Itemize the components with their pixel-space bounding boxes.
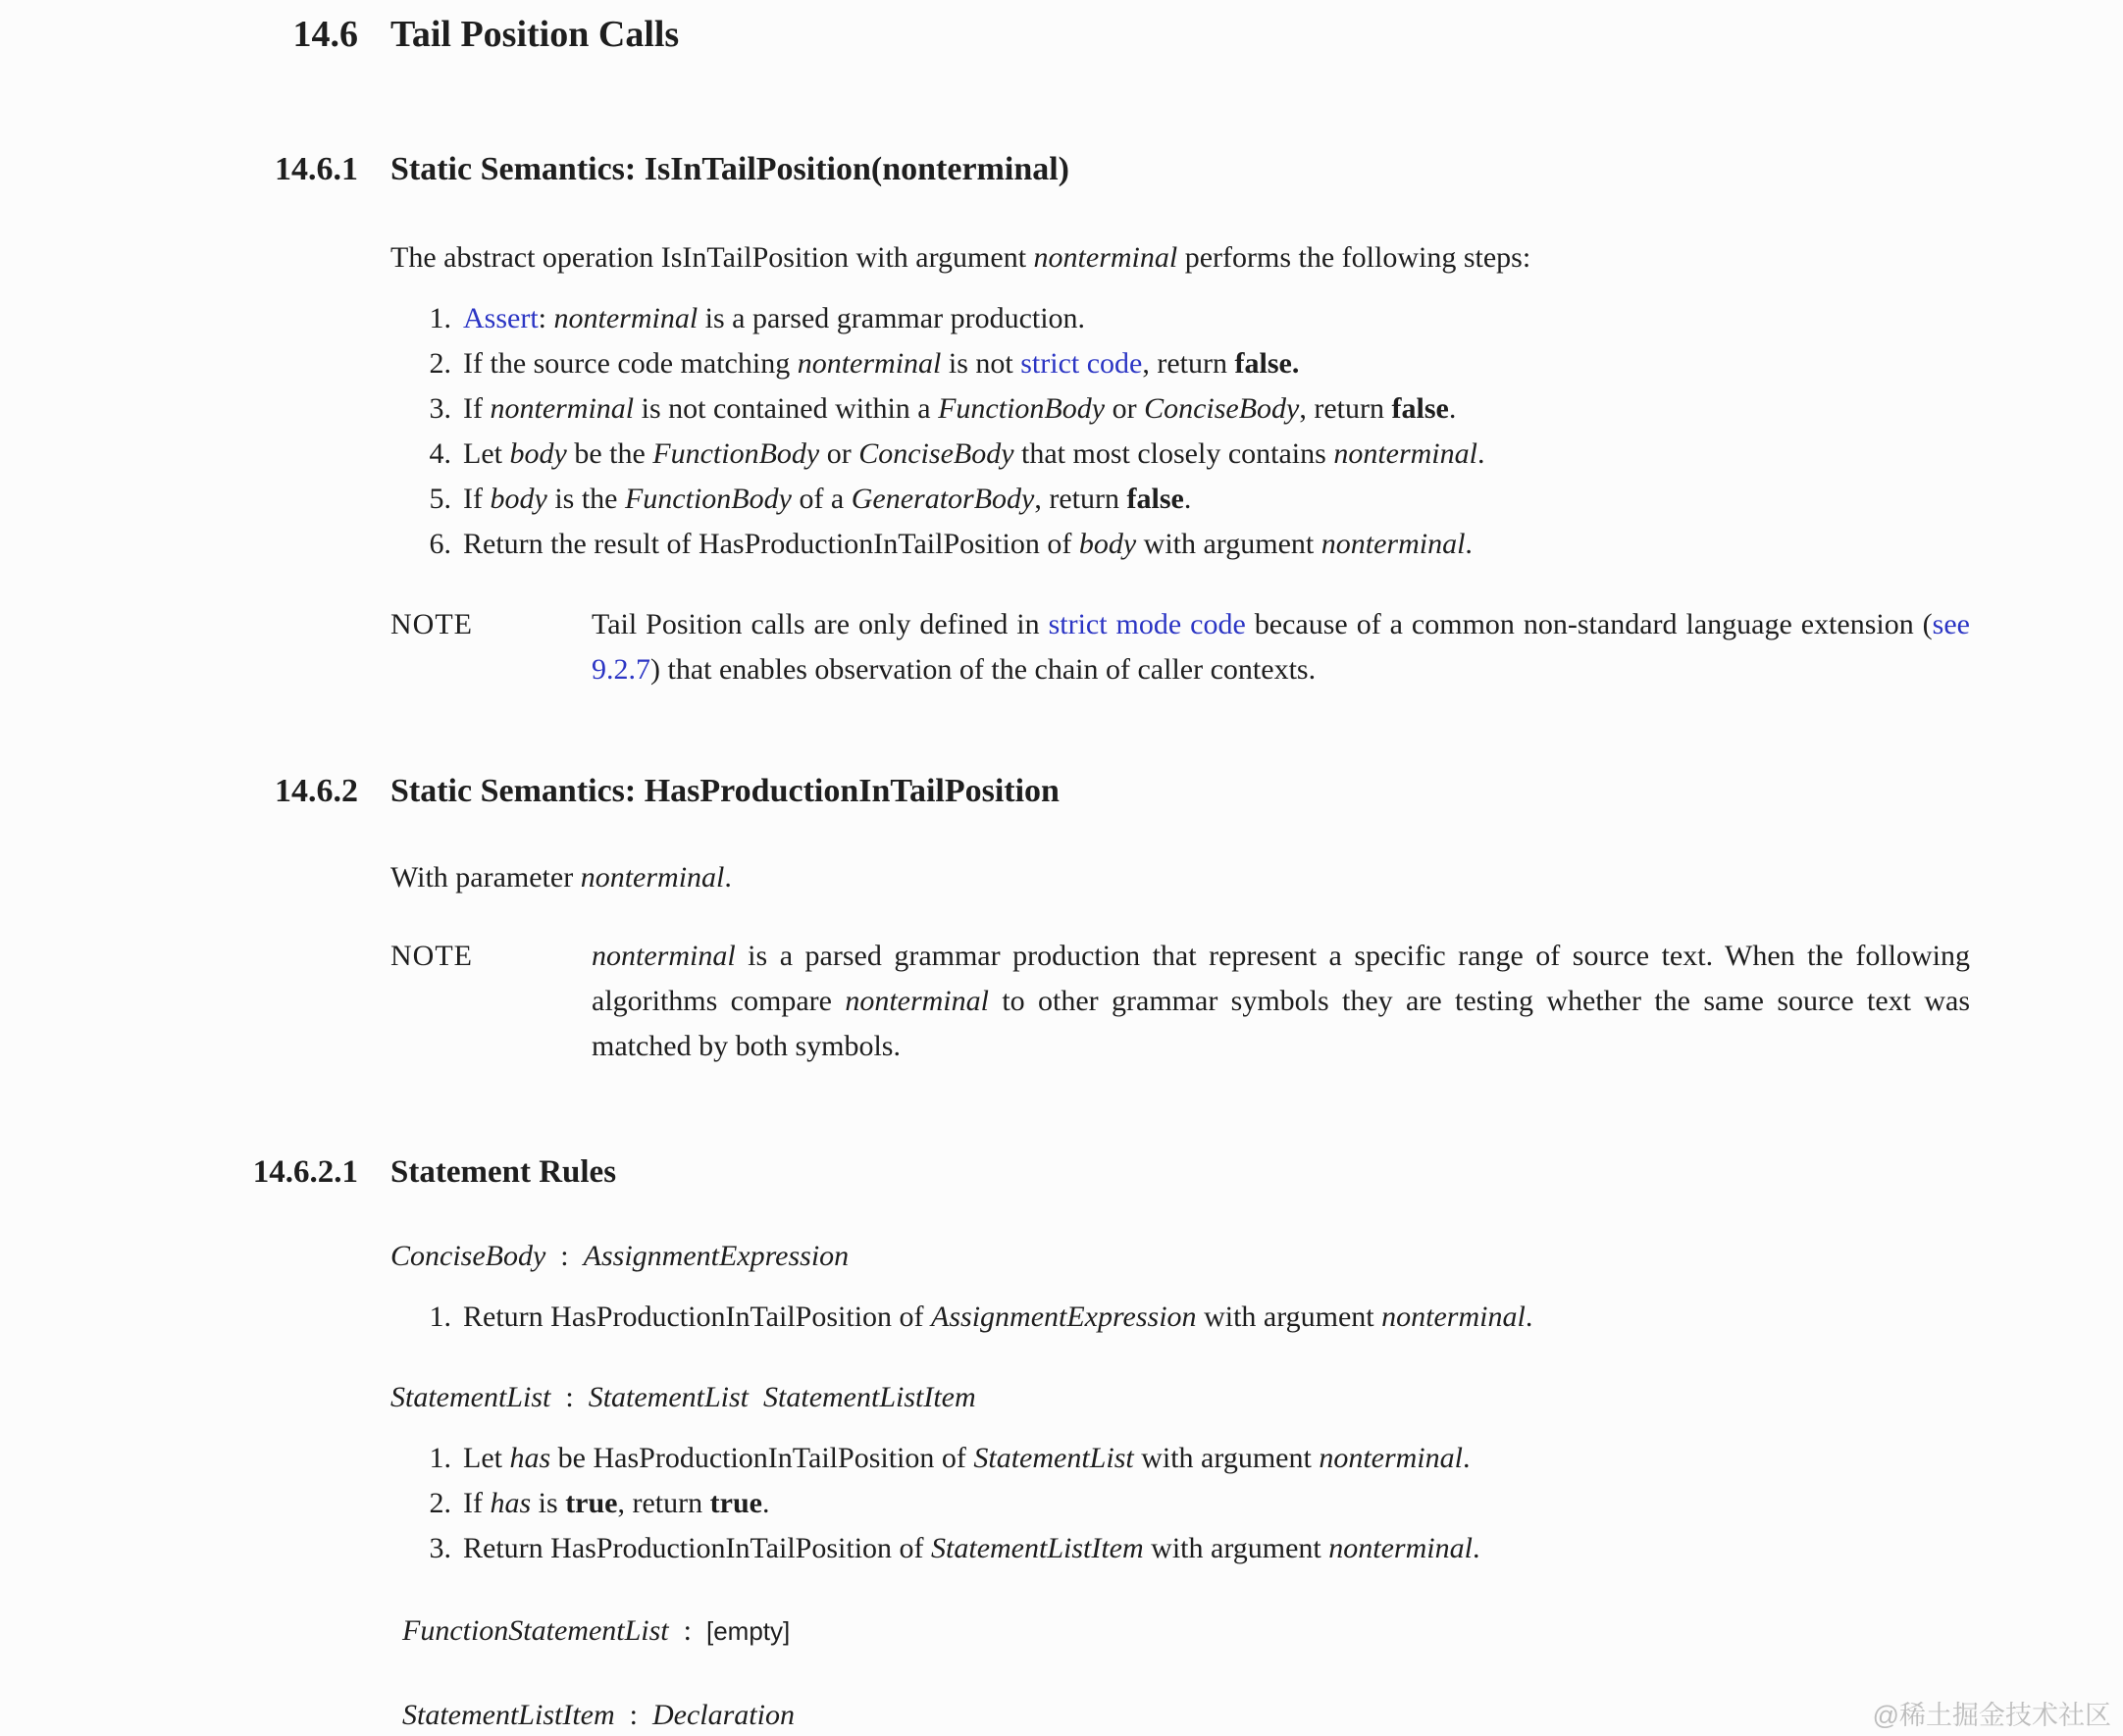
text-run: to other grammar symbols they are testing whether the same source text was matched by both symbols. [592, 985, 1970, 1062]
text-run: is a parsed grammar production that represent a specific range of source text. When the following algorithms compare [592, 940, 1970, 1017]
text-run: nonterminal [1328, 1532, 1473, 1564]
section-heading-14-6 [0, 10, 2123, 59]
text-run: , return [1034, 483, 1127, 515]
algorithm-step [390, 477, 2123, 522]
text-run: ) that enables observation of the chain of caller contexts. [650, 653, 1317, 686]
text-run: false [1391, 392, 1449, 425]
algorithm-isintailposition [390, 296, 2123, 567]
text-run: body [509, 437, 567, 470]
text-run: StatementList [588, 1381, 750, 1413]
text-run: true [709, 1487, 762, 1519]
section-heading-14-6-1 [0, 147, 2123, 192]
text-run: If [463, 483, 491, 515]
text-run: [empty] [705, 1616, 791, 1646]
step-number: 2. [429, 347, 451, 380]
text-run: FunctionBody [652, 437, 820, 470]
text-run: If the source code matching [463, 347, 798, 380]
text-run: StatementListItem [763, 1381, 976, 1413]
text-run: AssignmentExpression [583, 1240, 850, 1272]
step-text [463, 386, 1905, 432]
algorithm-step [390, 386, 2123, 432]
algorithm-step [390, 1295, 2123, 1340]
text-run: nonterminal [1319, 1442, 1463, 1474]
text-run: is the [546, 483, 625, 515]
text-run: be HasProductionInTailPosition of [550, 1442, 974, 1474]
note-block [390, 934, 2123, 1069]
algorithm-step [390, 1436, 2123, 1481]
algorithm-statementlist [390, 1436, 2123, 1571]
text-run: : [545, 1240, 584, 1272]
grammar-production-statementlistitem [402, 1693, 2123, 1736]
text-run: . [1525, 1301, 1533, 1333]
text-run: ConciseBody [390, 1240, 546, 1272]
text-run: is not [941, 347, 1021, 380]
section-title: Static Semantics: HasProductionInTailPosition [390, 773, 1060, 809]
step-text [463, 1526, 1905, 1571]
step-number: 5. [429, 483, 451, 515]
intro-paragraph [390, 235, 1972, 281]
step-number: 3. [429, 392, 451, 425]
section-title: Tail Position Calls [390, 14, 680, 55]
text-run: . [1472, 1532, 1480, 1564]
note-block [390, 602, 2123, 692]
text-run: with argument [1196, 1301, 1382, 1333]
note-body [592, 602, 1970, 692]
text-run: Return the result of HasProductionInTailPosition of [463, 528, 1079, 560]
step-number: 1. [429, 302, 451, 334]
step-text [463, 1436, 1905, 1481]
section-number: 14.6.2.1 [252, 1154, 358, 1190]
section-title: Static Semantics: IsInTailPosition(nonterminal) [390, 151, 1070, 187]
text-run: GeneratorBody [851, 483, 1035, 515]
section-title: Statement Rules [390, 1154, 617, 1190]
text-run: because of a common non-standard language extension ( [1245, 608, 1933, 640]
text-run: has [509, 1442, 551, 1474]
text-run: has [490, 1487, 532, 1519]
algorithm-step [390, 1526, 2123, 1571]
text-run: with argument [1133, 1442, 1320, 1474]
text-run: nonterminal [553, 302, 699, 334]
text-run: nonterminal [592, 940, 736, 972]
text-run: body [490, 483, 547, 515]
step-text [463, 477, 1905, 522]
spec-link[interactable]: Assert [463, 302, 539, 334]
text-run: If [463, 392, 491, 425]
note-label: NOTE [390, 940, 473, 972]
text-run: StatementListItem [402, 1699, 615, 1731]
text-run: . [724, 861, 732, 894]
grammar-production-functionstatementlist [402, 1608, 2123, 1654]
note-body [592, 934, 1970, 1069]
step-text [463, 522, 1905, 567]
text-run: ConciseBody [858, 437, 1014, 470]
text-run: with argument [1143, 1532, 1329, 1564]
algorithm-step [390, 432, 2123, 477]
section-heading-14-6-2 [0, 769, 2123, 814]
grammar-production-concisebody [390, 1234, 2123, 1279]
text-run: of a [791, 483, 852, 515]
text-run: is not contained within a [634, 392, 939, 425]
text-run: The abstract operation IsInTailPosition with argument [390, 241, 1034, 274]
step-number: 1. [429, 1301, 451, 1333]
with-parameter-paragraph [390, 855, 1972, 900]
text-run: Let [463, 437, 510, 470]
text-run: , return [1299, 392, 1392, 425]
text-run: nonterminal [1381, 1301, 1526, 1333]
text-run: nonterminal [580, 861, 725, 894]
spec-link[interactable]: strict code [1020, 347, 1143, 380]
step-text [463, 432, 1905, 477]
text-run: FunctionBody [624, 483, 792, 515]
text-run: : [550, 1381, 589, 1413]
text-run: If [463, 1487, 491, 1519]
text-run: Declaration [651, 1699, 795, 1731]
text-run: is [531, 1487, 566, 1519]
text-run: Return HasProductionInTailPosition of [463, 1301, 932, 1333]
text-run: StatementListItem [931, 1532, 1144, 1564]
text-run: Let [463, 1442, 510, 1474]
text-run: AssignmentExpression [931, 1301, 1197, 1333]
algorithm-concisebody [390, 1295, 2123, 1340]
step-text [463, 341, 1905, 386]
text-run: ConciseBody [1144, 392, 1300, 425]
algorithm-step [390, 522, 2123, 567]
text-run: nonterminal [845, 985, 989, 1017]
text-run: StatementList [973, 1442, 1134, 1474]
step-text [463, 296, 1905, 341]
text-run: false. [1234, 347, 1300, 380]
text-run: . [1462, 1442, 1471, 1474]
text-run: StatementList [390, 1381, 551, 1413]
text-run: , return [617, 1487, 710, 1519]
text-run: : [668, 1614, 706, 1647]
step-number: 6. [429, 528, 451, 560]
step-text [463, 1481, 1905, 1526]
text-run: that most closely contains [1013, 437, 1334, 470]
text-run: FunctionStatementList [402, 1614, 669, 1647]
text-run: body [1078, 528, 1137, 560]
text-run: : [538, 302, 554, 334]
text-run: true [565, 1487, 618, 1519]
text-run: or [819, 437, 859, 470]
text-run: , return [1142, 347, 1235, 380]
section-number: 14.6.2 [275, 773, 358, 809]
text-run: FunctionBody [938, 392, 1106, 425]
algorithm-step [390, 296, 2123, 341]
text-run: performs the following steps: [1177, 241, 1531, 274]
text-run [749, 1381, 763, 1413]
text-run: or [1105, 392, 1145, 425]
text-run: nonterminal [1333, 437, 1477, 470]
watermark: @稀土掘金技术社区 [1872, 1701, 2111, 1730]
text-run: . [1476, 437, 1485, 470]
text-run: . [1183, 483, 1192, 515]
text-run: Return HasProductionInTailPosition of [463, 1532, 932, 1564]
text-run: with argument [1136, 528, 1321, 560]
step-number: 1. [429, 1442, 451, 1474]
text-run: nonterminal [797, 347, 942, 380]
text-run: be the [566, 437, 653, 470]
section-number: 14.6.1 [275, 151, 358, 187]
text-run: Tail Position calls are only defined in [592, 608, 1049, 640]
algorithm-step [390, 1481, 2123, 1526]
text-run: nonterminal [1320, 528, 1466, 560]
text-run: . [1448, 392, 1457, 425]
spec-link[interactable]: strict mode code [1048, 608, 1246, 640]
text-run: : [614, 1699, 652, 1731]
note-label: NOTE [390, 608, 473, 640]
text-run: With parameter [390, 861, 581, 894]
grammar-production-statementlist [390, 1375, 2123, 1420]
step-number: 2. [429, 1487, 451, 1519]
text-run: false [1126, 483, 1184, 515]
step-number: 4. [429, 437, 451, 470]
text-run: . [1465, 528, 1473, 560]
text-run: is a parsed grammar production. [698, 302, 1086, 334]
step-number: 3. [429, 1532, 451, 1564]
section-number: 14.6 [292, 14, 358, 55]
algorithm-step [390, 341, 2123, 386]
text-run: . [761, 1487, 770, 1519]
spec-link[interactable]: see 9.2.7 [592, 608, 1970, 686]
text-run: nonterminal [1033, 241, 1178, 274]
text-run: nonterminal [490, 392, 635, 425]
section-heading-14-6-2-1 [0, 1149, 2123, 1195]
step-text [463, 1295, 1905, 1340]
